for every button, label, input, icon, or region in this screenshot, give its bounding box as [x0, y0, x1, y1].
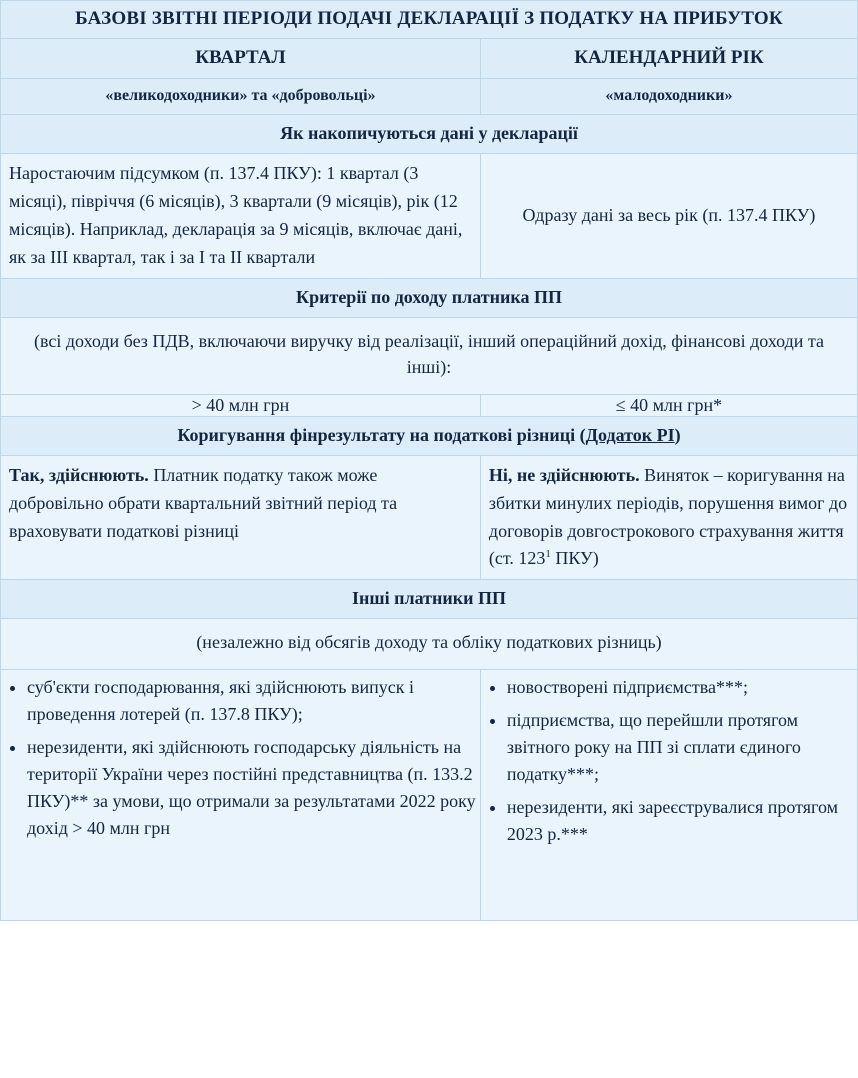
income-right-value: ≤ 40 млн грн*	[480, 394, 857, 416]
column-subheaders-row	[1, 79, 858, 115]
band-other-payers	[1, 580, 858, 619]
other-payers-right-list	[481, 674, 857, 848]
band-income-criteria	[1, 278, 858, 317]
other-payers-left-cell	[1, 670, 481, 921]
adjustments-right-bold: Ні, не здійснюють.	[488, 464, 640, 485]
other-payers-left-list	[1, 674, 480, 842]
row-other-payers-note	[1, 619, 858, 670]
band-adjustments-prefix: Коригування фінрезультату на податкові різниці (	[177, 424, 586, 445]
row-adjustments	[1, 455, 858, 580]
band-accumulation	[1, 115, 858, 154]
row-income-values	[1, 394, 858, 416]
band-adjustments-link[interactable]: Додаток РІ	[585, 424, 675, 445]
row-accumulation	[1, 154, 858, 279]
other-payers-note: (незалежно від обсягів доходу та обліку податкових різниць)	[1, 619, 858, 670]
adjustments-left-bold: Так, здійснюють.	[9, 464, 149, 485]
adjustments-left-cell	[1, 455, 481, 580]
adjustments-right-rest-2: ПКУ)	[550, 548, 599, 569]
band-other-payers-label: Інші платники ПП	[1, 580, 858, 619]
income-criteria-note: (всі доходи без ПДВ, включаючи виручку від реалізації, інший операційний дохід, фінансові доходи та інші):	[1, 317, 858, 394]
page-title: БАЗОВІ ЗВІТНІ ПЕРІОДИ ПОДАЧІ ДЕКЛАРАЦІЇ З ПОДАТКУ НА ПРИБУТОК	[1, 1, 858, 39]
band-adjustments	[1, 416, 858, 455]
list-item: • нерезиденти, які зареєструвалися протягом 2023 р.***	[507, 794, 857, 848]
other-payers-right-cell	[480, 670, 857, 921]
row-other-payers	[1, 670, 858, 921]
column-header-calendar-year: КАЛЕНДАРНИЙ РІК	[480, 39, 857, 79]
band-income-criteria-label: Критерії по доходу платника ПП	[1, 278, 858, 317]
column-headers-row	[1, 39, 858, 79]
accumulation-left-cell	[1, 154, 481, 279]
table-title-row	[1, 1, 858, 39]
list-item: • новостворені підприємства***;	[507, 674, 857, 701]
adjustments-right-text	[481, 456, 857, 580]
accumulation-right-cell	[480, 154, 857, 279]
accumulation-right-text: Одразу дані за весь рік (п. 137.4 ПКУ)	[522, 204, 816, 225]
list-item: • суб'єкти господарювання, які здійснюють випуск і проведення лотерей (п. 137.8 ПКУ);	[27, 674, 480, 728]
income-left-value: > 40 млн грн	[1, 394, 481, 416]
column-header-quarter: КВАРТАЛ	[1, 39, 481, 79]
band-adjustments-label	[1, 416, 858, 455]
list-item: • нерезиденти, які здійснюють господарську діяльність на території України через постійні представництва (п. 133.2 ПКУ)** за умови, що отримали за результатами 2022 року дохід > 40 млн грн	[27, 734, 480, 842]
band-accumulation-label: Як накопичуються дані у декларації	[1, 115, 858, 154]
row-income-criteria-note	[1, 317, 858, 394]
adjustments-left-rest: Платник податку також може добровільно обрати квартальний звітний період та враховувати податкові різниці	[9, 464, 398, 541]
band-adjustments-suffix: )	[674, 424, 681, 445]
accumulation-left-text: Наростаючим підсумком (п. 137.4 ПКУ): 1 квартал (3 місяці), півріччя (6 місяців), 3 квартали (9 місяців), рік (12 місяців). Наприклад, декларація за 9 місяців, включає дані, як за III квартал, так і за I та II квартали	[9, 163, 463, 267]
column-subheader-small-income: «малодоходники»	[480, 79, 857, 115]
column-subheader-big-income: «великодоходники» та «добровольці»	[1, 79, 481, 115]
adjustments-right-rest-1: Виняток – коригування на збитки минулих періодів, порушення вимог до договорів довгострокового страхування життя (ст. 123	[488, 464, 848, 569]
adjustments-right-superscript: 1	[545, 548, 551, 561]
adjustments-right-cell	[480, 455, 857, 580]
adjustments-left-text	[1, 456, 480, 552]
list-item: • підприємства, що перейшли протягом звітного року на ПП зі сплати єдиного податку***;	[507, 707, 857, 788]
